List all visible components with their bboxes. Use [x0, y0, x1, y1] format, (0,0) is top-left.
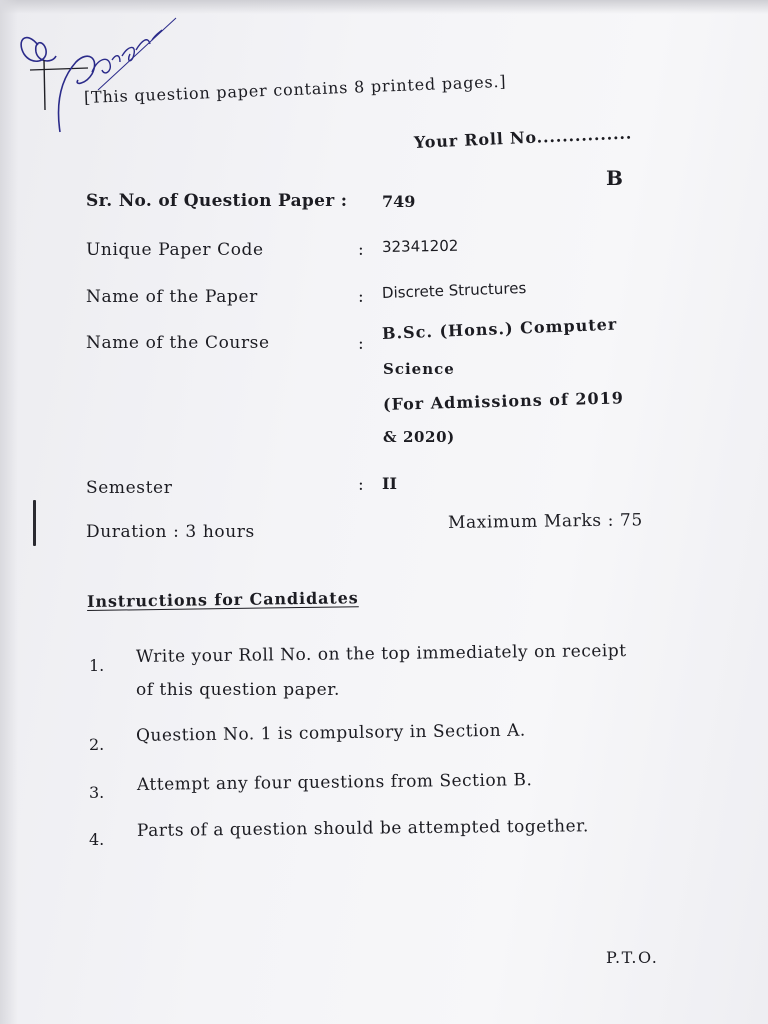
instruction-number: 4.	[89, 830, 105, 849]
paper-code-colon: :	[358, 240, 364, 260]
handwritten-signature	[8, 10, 178, 140]
instruction-number: 3.	[89, 783, 105, 802]
roll-number-field: Your Roll No...............	[413, 123, 633, 152]
duration-text: Duration : 3 hours	[86, 522, 255, 542]
instruction-number: 2.	[89, 735, 105, 754]
paper-name-label: Name of the Paper	[86, 287, 258, 307]
paper-name-value: Discrete Structures	[381, 278, 527, 302]
semester-label: Semester	[86, 478, 173, 498]
instruction-text: of this question paper.	[136, 680, 340, 700]
serial-number-value: 749	[382, 192, 416, 211]
instruction-text: Question No. 1 is compulsory in Section A.	[135, 720, 526, 746]
serial-number-label: Sr. No. of Question Paper :	[86, 191, 348, 211]
instruction-text: Write your Roll No. on the top immediately on receipt	[135, 641, 627, 667]
margin-pen-mark	[33, 500, 36, 546]
course-name-line-4: & 2020)	[383, 428, 455, 446]
semester-colon: :	[358, 475, 364, 495]
instruction-number: 1.	[89, 656, 105, 675]
paper-code-value: 32341202	[381, 236, 459, 256]
paper-name-colon: :	[358, 287, 364, 307]
maximum-marks-text: Maximum Marks : 75	[447, 510, 643, 533]
course-name-line-2: Science	[383, 360, 455, 378]
instruction-text: Parts of a question should be attempted together.	[136, 816, 589, 841]
course-name-label: Name of the Course	[86, 333, 270, 353]
page-left-shadow	[0, 0, 18, 1024]
page-turn-note: P.T.O.	[606, 948, 659, 967]
instructions-heading: Instructions for Candidates	[86, 588, 359, 611]
printed-pages-note: [This question paper contains 8 printed pages.]	[83, 71, 507, 107]
course-name-line-1: B.Sc. (Hons.) Computer	[381, 314, 618, 343]
course-name-line-3: (For Admissions of 2019	[382, 388, 625, 414]
paper-set-code: B	[606, 166, 623, 190]
paper-code-label: Unique Paper Code	[86, 240, 264, 260]
semester-value: II	[382, 474, 397, 493]
instruction-text: Attempt any four questions from Section B.	[136, 770, 533, 795]
course-name-colon: :	[358, 334, 364, 354]
